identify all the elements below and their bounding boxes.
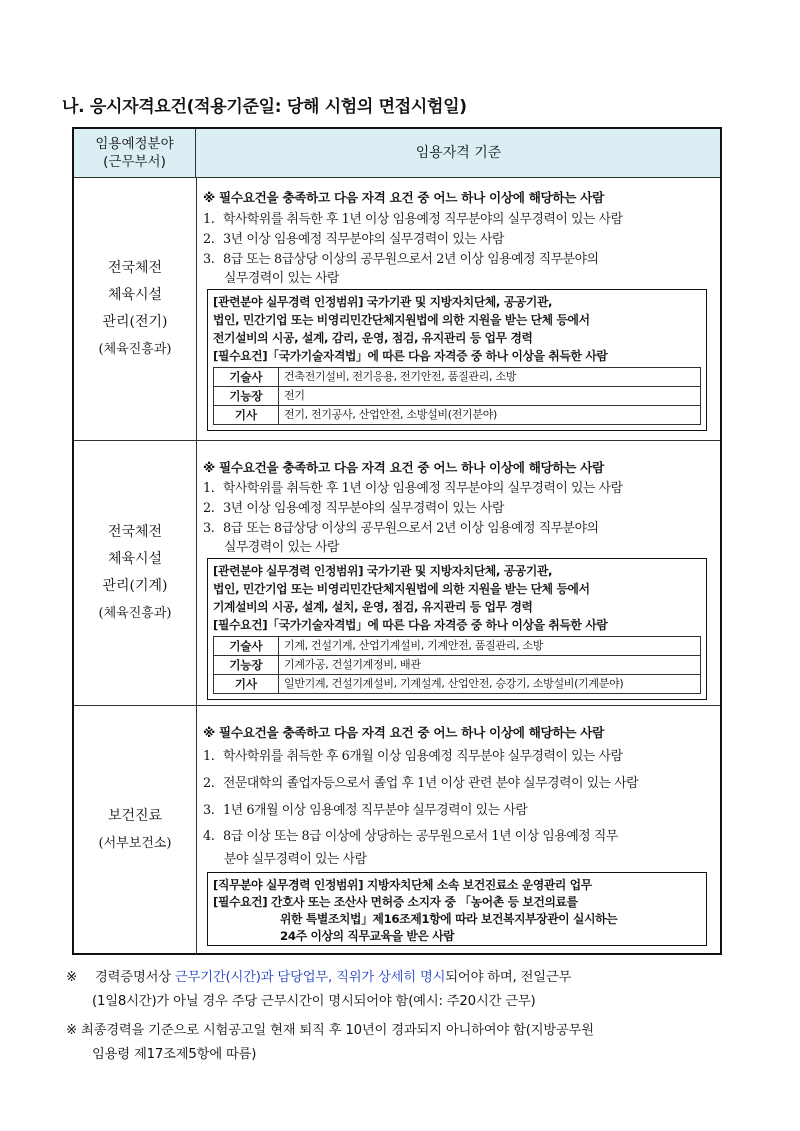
criteria-item: 1. 학사학위를 취득한 후 1년 이상 임용예정 직무분야의 실무경력이 있는 사람 — [203, 212, 623, 227]
field-name: 보건진료 — [107, 807, 163, 824]
footnote-text: 경력증명서상 — [95, 970, 175, 985]
box-line: [필수요건]「국가기술자격법」에 따른 다음 자격증 중 하나 이상을 취득한 사람 — [213, 349, 608, 363]
box-line: [관련분야 실무경력 인정범위] 국가기관 및 지방자치단체, 공공기관, — [213, 295, 553, 309]
qualification-row: 기술사 기계, 건설기계, 산업기계설비, 기계안전, 품질관리, 소방 — [214, 637, 700, 656]
field-cell — [74, 178, 197, 440]
qualification-list — [213, 367, 701, 425]
box-line: 24주 이상의 직무교육을 받은 사람 — [280, 929, 455, 943]
requirement-note: ※ 필수요건을 충족하고 다음 자격 요건 중 어느 하나 이상에 해당하는 사람 — [203, 460, 604, 475]
table-row — [74, 178, 720, 441]
box-line: [필수요건] 간호사 또는 조산사 면허증 소지자 중 「농어촌 등 보건의료를 — [213, 895, 578, 909]
qualification-row: 기능장 기계가공, 건설기계정비, 배관 — [214, 656, 700, 675]
department-name: (체육진흥과) — [98, 342, 172, 357]
criteria-item-continuation: 실무경력이 있는 사람 — [224, 540, 339, 555]
criteria-item: 3. 1년 6개월 이상 임용예정 직무분야 실무경력이 있는 사람 — [203, 803, 528, 818]
footnote-mark: ※ — [66, 970, 77, 985]
criteria-item: 3. 8급 또는 8급상당 이상의 공무원으로서 2년 이상 임용예정 직무분야의 — [203, 521, 599, 536]
criteria-item-continuation: 분야 실무경력이 있는 사람 — [224, 852, 367, 867]
department-name: (서부보건소) — [98, 835, 172, 851]
box-line: 기계설비의 시공, 설계, 설치, 운영, 점검, 유지관리 등 업무 경력 — [213, 600, 533, 614]
header-criteria-label: 임용자격 기준 — [415, 145, 502, 161]
qualification-list — [213, 636, 701, 694]
field-name: 관리(전기) — [102, 314, 168, 330]
qualification-table — [72, 127, 722, 955]
field-name: 관리(기계) — [102, 578, 168, 594]
criteria-item: 2. 3년 이상 임용예정 직무분야의 실무경력이 있는 사람 — [203, 501, 504, 516]
experience-box — [207, 289, 707, 431]
section-title: 나. 응시자격요건(적용기준일: 당해 시험의 면접시험일) — [62, 97, 467, 117]
footnote-highlight: 근무기간(시간)과 담당업무, 직위가 상세히 명시 — [174, 970, 446, 985]
box-line: [필수요건]「국가기술자격법」에 따른 다음 자격증 중 하나 이상을 취득한 사람 — [213, 618, 608, 632]
field-name: 전국체전 — [107, 524, 163, 540]
experience-box — [207, 558, 707, 700]
criteria-item: 4. 8급 이상 또는 8급 이상에 상당하는 공무원으로서 1년 이상 임용예정 직무 — [203, 829, 618, 844]
field-cell — [74, 706, 197, 953]
footnote-2: ※ 최종경력을 기준으로 시험공고일 현재 퇴직 후 10년이 경과되지 아니하여야 함(지방공무원 — [66, 1023, 594, 1038]
criteria-item: 2. 전문대학의 졸업자등으로서 졸업 후 1년 이상 관련 분야 실무경력이 있는 사람 — [203, 776, 639, 791]
footnote-2-line-2: 임용령 제17조제5항에 따름) — [92, 1047, 257, 1062]
box-line: 법인, 민간기업 또는 비영리민간단체지원법에 의한 지원을 받는 단체 등에서 — [213, 313, 590, 327]
box-line: 전기설비의 시공, 설계, 감리, 운영, 점검, 유지관리 등 업무 경력 — [213, 331, 533, 345]
requirement-note: ※ 필수요건을 충족하고 다음 자격 요건 중 어느 하나 이상에 해당하는 사람 — [203, 725, 604, 740]
header-field-label: 임용예정분야 — [95, 136, 174, 152]
criteria-item-continuation: 실무경력이 있는 사람 — [224, 271, 339, 286]
footnote-1-line-2: (1일8시간)가 아닐 경우 주당 근무시간이 명시되어야 함(예시: 주20시간 근무) — [92, 994, 536, 1009]
box-line: 위한 특별조치법」제16조제1항에 따라 보건복지부장관이 실시하는 — [280, 912, 618, 926]
footnote-text: 되어야 하며, 전일근무 — [445, 970, 572, 985]
criteria-cell — [197, 441, 720, 705]
footnote-1 — [66, 966, 571, 985]
requirement-note: ※ 필수요건을 충족하고 다음 자격 요건 중 어느 하나 이상에 해당하는 사람 — [203, 190, 604, 205]
header-field-column — [74, 129, 196, 177]
field-name: 전국체전 — [107, 260, 163, 276]
box-line: [직무분야 실무경력 인정범위] 지방자치단체 소속 보건진료소 운영관리 업무 — [213, 878, 592, 892]
criteria-item: 3. 8급 또는 8급상당 이상의 공무원으로서 2년 이상 임용예정 직무분야의 — [203, 252, 599, 267]
box-line: 법인, 민간기업 또는 비영리민간단체지원법에 의한 지원을 받는 단체 등에서 — [213, 582, 590, 596]
qualification-row: 기술사 건축전기설비, 전기응용, 전기안전, 품질관리, 소방 — [214, 368, 700, 387]
qualification-row: 기능장 전기 — [214, 387, 700, 406]
department-name: (체육진흥과) — [98, 606, 172, 621]
table-row — [74, 706, 720, 953]
qualification-row: 기사 전기, 전기공사, 산업안전, 소방설비(전기분야) — [214, 406, 700, 424]
field-cell — [74, 441, 197, 705]
field-name: 체육시설 — [107, 287, 163, 303]
box-line: [관련분야 실무경력 인정범위] 국가기관 및 지방자치단체, 공공기관, — [213, 564, 553, 578]
table-row — [74, 441, 720, 706]
criteria-cell — [197, 178, 720, 440]
field-name: 체육시설 — [107, 551, 163, 567]
qualification-row: 기사 일반기계, 건설기계설비, 기계설계, 산업안전, 승강기, 소방설비(기계분야) — [214, 675, 700, 693]
criteria-cell — [197, 706, 720, 953]
criteria-item: 2. 3년 이상 임용예정 직무분야의 실무경력이 있는 사람 — [203, 232, 504, 247]
table-header — [74, 129, 720, 178]
criteria-item: 1. 학사학위를 취득한 후 6개월 이상 임용예정 직무분야 실무경력이 있는 사람 — [203, 749, 623, 764]
criteria-item: 1. 학사학위를 취득한 후 1년 이상 임용예정 직무분야의 실무경력이 있는 사람 — [203, 481, 623, 496]
header-dept-label: (근무부서) — [103, 154, 166, 170]
requirement-box — [207, 872, 707, 946]
